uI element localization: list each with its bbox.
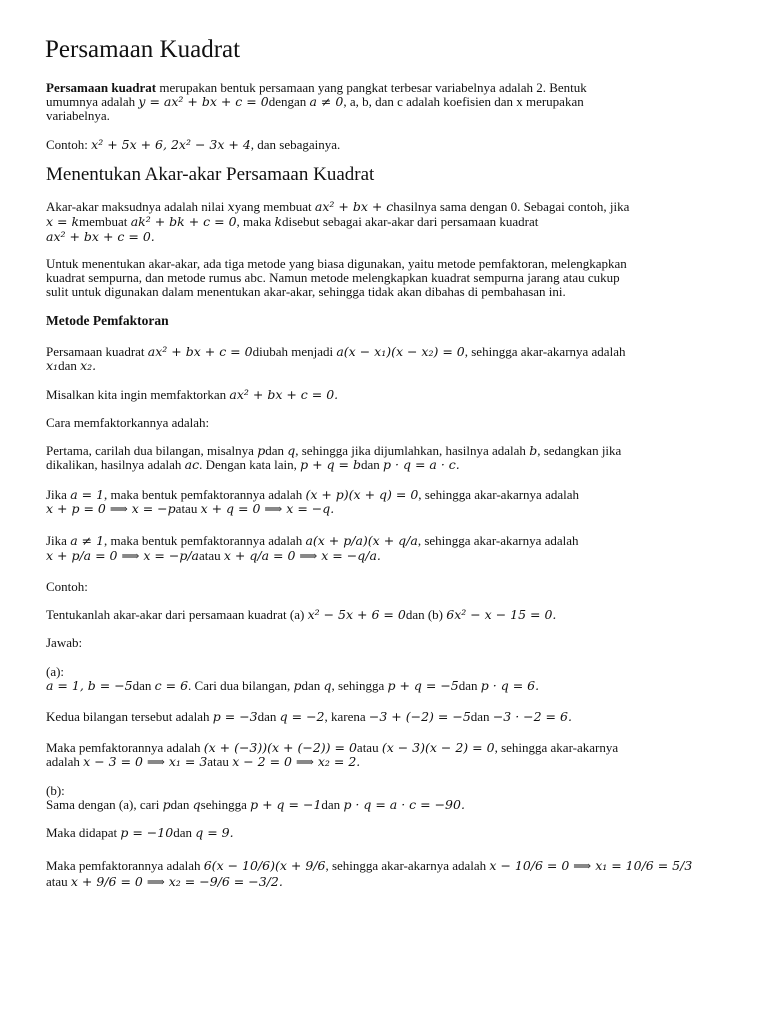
body-text: Persamaan kuadrat xyxy=(46,344,148,359)
body-text: adalah xyxy=(46,754,84,769)
math-inline: q xyxy=(323,678,332,693)
body-text: atau xyxy=(175,501,201,516)
math-inline: (x + p)(x + q) = 0 xyxy=(305,487,419,502)
body-text: dan xyxy=(321,797,344,812)
body-text: Jika xyxy=(46,487,71,502)
math-inline: q xyxy=(287,443,296,458)
body-text: dan xyxy=(301,678,324,693)
body-text: atau xyxy=(207,754,233,769)
body-text: Maka didapat xyxy=(46,825,121,840)
body-text: atau xyxy=(199,548,224,563)
intro-line-2 xyxy=(46,94,584,109)
b2-line xyxy=(46,825,234,840)
body-text: dan xyxy=(458,678,481,693)
example-line xyxy=(46,137,340,152)
body-text: Tentukanlah akar-akar dari persamaan kuadrat (a) xyxy=(46,607,308,622)
example-label: Contoh: xyxy=(46,137,92,152)
p3-line: Cara memfaktorkannya adalah: xyxy=(46,415,210,430)
body-text: Jika xyxy=(46,533,71,548)
roots-def-line-3 xyxy=(46,229,155,244)
math-inline: p · q = a · c. xyxy=(383,457,460,472)
math-inline: ax² + bx + c xyxy=(314,199,394,214)
math-inline: x₂. xyxy=(80,358,97,373)
body-text: dan xyxy=(361,457,384,472)
body-text: , maka bentuk pemfaktorannya adalah xyxy=(104,533,306,548)
body-text: Maka pemfaktorannya adalah xyxy=(46,858,204,873)
body-text: . Dengan kata lain, xyxy=(199,457,301,472)
example-equations: x² + 5x + 6, 2x² − 3x + 4 xyxy=(91,137,251,152)
b3-line-1 xyxy=(46,858,692,873)
body-text: dan xyxy=(132,678,155,693)
p4-line-2 xyxy=(46,457,460,472)
math-inline: x − 10/6 = 0 ⟹ x₁ = 10/6 = 5/3 xyxy=(489,858,693,873)
math-inline: q xyxy=(192,797,201,812)
p6-line-2 xyxy=(46,548,381,563)
p5-line-2 xyxy=(46,501,334,516)
math-inline: q = −2 xyxy=(279,709,325,724)
p4-line-1 xyxy=(46,443,621,458)
math-inline: a ≠ 1 xyxy=(70,533,105,548)
body-text: , sehingga akar-akarnya adalah xyxy=(418,487,579,502)
math-inline: x + p/a = 0 ⟹ x = −p/a xyxy=(46,548,199,563)
a2-line xyxy=(46,709,572,724)
body-text: Sama dengan (a), cari xyxy=(46,797,163,812)
condition-equation: a ≠ 0 xyxy=(309,94,344,109)
math-inline: x = k xyxy=(46,214,80,229)
math-inline: x² − 5x + 6 = 0 xyxy=(307,607,406,622)
body-text: dan xyxy=(470,709,493,724)
math-inline: x₁ xyxy=(46,358,59,373)
methods-line-1: Untuk menentukan akar-akar, ada tiga metode yang biasa digunakan, yaitu metode pemfaktoran, melengkapkan xyxy=(46,256,627,271)
math-inline: a = 1 xyxy=(70,487,105,502)
jawab-label: Jawab: xyxy=(46,635,83,650)
body-text: dan xyxy=(257,709,280,724)
intro-line-1 xyxy=(46,80,587,95)
body-text: , sehingga jika dijumlahkan, hasilnya adalah xyxy=(295,443,530,458)
math-inline: c = 6 xyxy=(154,678,189,693)
math-inline: p · q = 6. xyxy=(480,678,540,693)
body-text: hasilnya sama dengan 0. Sebagai contoh, jika xyxy=(393,199,630,214)
a1-line xyxy=(46,678,539,693)
body-text: dan xyxy=(173,825,196,840)
math-inline: a(x + p/a)(x + q/a xyxy=(305,533,418,548)
p6-line-1 xyxy=(46,533,579,548)
intro-text: umumnya adalah xyxy=(46,94,139,109)
part-b-label: (b): xyxy=(46,783,65,798)
math-inline: a = 1, b = −5 xyxy=(46,678,133,693)
math-inline: x − 3 = 0 ⟹ x₁ = 3 xyxy=(83,754,208,769)
math-inline: x + 9/6 = 0 ⟹ x₂ = −9/6 = −3/2. xyxy=(70,874,283,889)
math-inline: x + p = 0 ⟹ x = −p xyxy=(46,501,176,516)
body-text: Misalkan kita ingin memfaktorkan xyxy=(46,387,230,402)
math-inline: q = 9. xyxy=(195,825,234,840)
math-inline: p + q = b xyxy=(300,457,362,472)
math-inline: x + q/a = 0 ⟹ x = −q/a. xyxy=(223,548,381,563)
math-inline: p · q = a · c = −90. xyxy=(343,797,465,812)
body-text: , sehingga akar-akarnya xyxy=(494,740,619,755)
math-inline: p = −3 xyxy=(212,709,258,724)
body-text: sehingga xyxy=(200,797,251,812)
roots-def-line-2 xyxy=(46,214,538,229)
math-inline: p xyxy=(293,678,302,693)
methods-line-2: kuadrat sempurna, dan metode rumus abc. Namun metode melengkapkan kuadrat sempurna jarang atau cukup xyxy=(46,270,620,285)
intro-line-3 xyxy=(46,108,110,123)
math-inline: ak² + bk + c = 0 xyxy=(130,214,237,229)
body-text: , sehingga akar-akarnya adalah xyxy=(417,533,579,548)
body-text: Akar-akar maksudnya adalah nilai xyxy=(46,199,228,214)
body-text: dan xyxy=(58,358,81,373)
body-text: Pertama, carilah dua bilangan, misalnya xyxy=(46,443,258,458)
body-text: yang membuat xyxy=(234,199,315,214)
math-inline: p xyxy=(162,797,171,812)
math-inline: (x − 3)(x − 2) = 0 xyxy=(381,740,495,755)
math-inline: p + q = −5 xyxy=(387,678,459,693)
p5-line-1 xyxy=(46,487,579,502)
math-inline: ax² + bx + c = 0. xyxy=(229,387,339,402)
math-inline: x + q = 0 ⟹ x = −q. xyxy=(200,501,335,516)
body-text: dan xyxy=(170,797,193,812)
math-inline: x − 2 = 0 ⟹ x₂ = 2. xyxy=(232,754,361,769)
math-inline: 6x² − x − 15 = 0. xyxy=(446,607,557,622)
body-text: , sedangkan jika xyxy=(537,443,622,458)
math-inline: p = −10 xyxy=(120,825,174,840)
example-text: , dan sebagainya. xyxy=(250,137,341,152)
b3-line-2 xyxy=(46,874,283,889)
math-inline: x xyxy=(227,199,235,214)
a3-line-1 xyxy=(46,740,618,755)
math-inline: −3 + (−2) = −5 xyxy=(368,709,471,724)
roots-def-line-1 xyxy=(46,199,629,214)
body-text: atau xyxy=(356,740,382,755)
body-text: Kedua bilangan tersebut adalah xyxy=(46,709,213,724)
section-heading: Menentukan Akar-akar Persamaan Kuadrat xyxy=(46,164,375,185)
subheading: Metode Pemfaktoran xyxy=(46,313,169,328)
body-text: disebut sebagai akar-akar dari persamaan kuadrat xyxy=(282,214,539,229)
p1-line-2 xyxy=(46,358,96,373)
body-text: , sehingga akar-akarnya adalah xyxy=(325,858,490,873)
math-inline: 6(x − 10/6)(x + 9/6 xyxy=(203,858,326,873)
body-text: , sehingga akar-akarnya adalah xyxy=(464,344,626,359)
body-text: dikalikan, hasilnya adalah xyxy=(46,457,185,472)
page-title: Persamaan Kuadrat xyxy=(45,36,241,63)
math-inline: ax² + bx + c = 0. xyxy=(46,229,155,244)
body-text: . Cari dua bilangan, xyxy=(188,678,294,693)
p1-line-1 xyxy=(46,344,625,359)
body-text: , maka bentuk pemfaktorannya adalah xyxy=(104,487,306,502)
body-text: membuat xyxy=(79,214,131,229)
body-text: atau xyxy=(46,874,71,889)
intro-text: , a, b, dan c adalah koefisien dan x merupakan xyxy=(343,94,584,109)
math-inline: −3 · −2 = 6. xyxy=(492,709,572,724)
intro-text: merupakan bentuk persamaan yang pangkat terbesar variabelnya adalah 2. Bentuk xyxy=(156,80,587,95)
methods-line-3: sulit untuk digunakan dalam menentukan akar-akar, sehingga tidak akan dibahas di pembahasan ini. xyxy=(46,284,566,299)
intro-text: dengan xyxy=(268,94,310,109)
part-a-label: (a): xyxy=(46,664,65,679)
body-text: Maka pemfaktorannya adalah xyxy=(46,740,204,755)
task-line xyxy=(46,607,556,622)
body-text: diubah menjadi xyxy=(252,344,337,359)
a3-line-2 xyxy=(46,754,360,769)
body-text: , karena xyxy=(324,709,369,724)
math-inline: p xyxy=(257,443,266,458)
intro-text: variabelnya. xyxy=(46,108,110,123)
body-text: , maka xyxy=(236,214,275,229)
intro-bold-term: Persamaan kuadrat xyxy=(46,80,157,95)
math-inline: p + q = −1 xyxy=(250,797,322,812)
body-text: , sehingga xyxy=(331,678,388,693)
math-inline: (x + (−3))(x + (−2)) = 0 xyxy=(203,740,357,755)
p2-line xyxy=(46,387,338,402)
general-form-equation: y = ax² + bx + c = 0 xyxy=(138,94,269,109)
math-inline: k xyxy=(274,214,283,229)
math-inline: a(x − x₁)(x − x₂) = 0 xyxy=(336,344,465,359)
math-inline: ax² + bx + c = 0 xyxy=(147,344,253,359)
b1-line xyxy=(46,797,465,812)
contoh-label: Contoh: xyxy=(46,579,88,594)
body-text: dan xyxy=(265,443,288,458)
math-inline: ac xyxy=(184,457,200,472)
body-text: dan (b) xyxy=(405,607,447,622)
math-inline: b xyxy=(529,443,538,458)
